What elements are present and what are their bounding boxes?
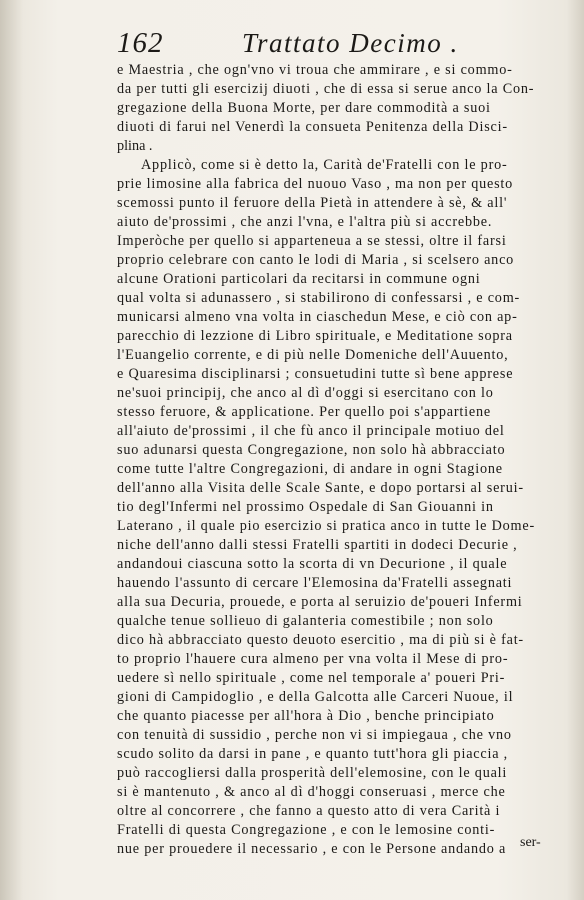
text-line: niche dell'anno dalli stessi Fratelli spartiti in dodeci Decurie , [117, 537, 518, 553]
text-line: to proprio l'hauere cura almeno per vna volta il Mese di pro- [117, 651, 509, 667]
text-line: con tenuità di sussidio , perche non vi si impiegaua , che vno [117, 727, 512, 743]
text-line: e Quaresima disciplinarsi ; consuetudini tutte sì bene apprese [117, 366, 514, 382]
text-line: municarsi almeno vna volta in ciaschedun Mese, e ciò con ap- [117, 309, 518, 325]
text-line: Fratelli di questa Congregazione , e con le lemosine conti- [117, 822, 496, 838]
text-line: alla sua Decuria, prouede, e porta al seruizio de'poueri Infermi [117, 594, 523, 610]
text-line: come tutte l'altre Congregazioni, di andare in ogni Stagione [117, 461, 503, 477]
text-line: tio degl'Infermi nel prossimo Ospedale di San Giouanni in [117, 499, 494, 515]
running-title: Trattato Decimo . [242, 28, 459, 58]
text-line: hauendo l'assunto di cercare l'Elemosina da'Fratelli assegnati [117, 575, 513, 591]
text-line: Applicò, come si è detto la, Carità de'Fratelli con le pro- [141, 157, 508, 173]
text-line: e Maestria , che ogn'vno vi troua che ammirare , e si commo- [117, 62, 513, 78]
catchword: ser- [520, 835, 541, 850]
text-line: scudo solito da darsi in pane , e quanto tutt'hora gli piaccia , [117, 746, 509, 762]
text-line: qualche tenue sollieuo di galanteria comestibile ; non solo [117, 613, 494, 629]
text-line: stesso feruore, & applicatione. Per quello poi s'appartiene [117, 404, 491, 420]
text-line: da per tutti gli esercizij diuoti , che di essa si serue anco la Con- [117, 81, 535, 97]
text-line: qual volta si adunassero , si stabilirono di confessarsi , e com- [117, 290, 521, 306]
text-line: prie limosine alla fabrica del nuouo Vaso , ma non per questo [117, 176, 514, 192]
text-line: l'Euangelio corrente, e di più nelle Domeniche dell'Auuento, [117, 347, 509, 363]
text-line: dell'anno alla Visita delle Scale Sante, e dopo portarsi al serui- [117, 480, 524, 496]
text-line: diuoti di farui nel Venerdì la consueta Penitenza della Disci- [117, 119, 508, 135]
text-line: che quanto piacesse per all'hora à Dio , benche principiato [117, 708, 495, 724]
text-line: plina . [117, 138, 153, 154]
text-line: proprio celebrare con canto le lodi di Maria , si scelsero anco [117, 252, 515, 268]
text-line: alcune Orationi particolari da recitarsi in commune ogni [117, 271, 481, 287]
text-line: può raccogliersi dalla prosperità dell'elemosine, con le quali [117, 765, 508, 781]
text-line: andandoui ciascuna sotto la scorta di vn Decurione , il quale [117, 556, 508, 572]
text-line: scemossi punto il feruore della Pietà in attendere à sè, & all' [117, 195, 508, 211]
text-line: suo adunarsi questa Congregazione, non solo hà abbracciato [117, 442, 506, 458]
text-line: gregazione della Buona Morte, per dare commodità a suoi [117, 100, 491, 116]
page-number: 162 [117, 27, 164, 59]
text-line: oltre al concorrere , che fanno a questo atto di vera Carità i [117, 803, 501, 819]
text-line: parecchio di lezzione di Libro spirituale, e Meditatione sopra [117, 328, 513, 344]
text-line: nue per prouedere il necessario , e con le Persone andando a [117, 841, 507, 857]
text-line: uedere sì nello spirituale , come nel temporale a' poueri Pri- [117, 670, 506, 686]
text-line: aiuto de'prossimi , che anzi l'vna, e l'altra più si accrebbe. [117, 214, 493, 230]
text-line: si è mantenuto , & anco al dì d'hoggi conseruasi , merce che [117, 784, 506, 800]
text-line: Laterano , il quale pio esercizio si pratica anco in tutte le Dome- [117, 518, 535, 534]
text-line: ne'suoi principij, che anco al dì d'oggi si esercitano con lo [117, 385, 494, 401]
text-line: all'aiuto de'prossimi , il che fù anco il principale motiuo del [117, 423, 505, 439]
text-line: gioni di Campidoglio , e della Galcotta alle Carceri Nuoue, il [117, 689, 514, 705]
page-header [117, 24, 557, 62]
text-line: dico hà abbracciato questo deuoto esercitio , ma di più si è fat- [117, 632, 524, 648]
body-text [117, 60, 563, 857]
text-line: Imperòche per quello si apparteneua a se stessi, oltre il farsi [117, 233, 507, 249]
